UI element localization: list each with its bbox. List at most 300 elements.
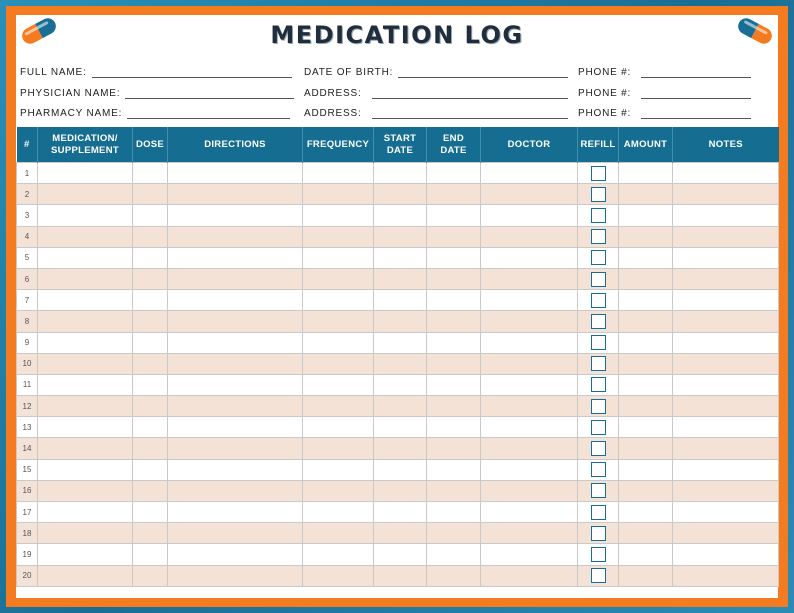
amount-cell[interactable]	[619, 459, 673, 480]
refill-checkbox[interactable]	[591, 547, 606, 562]
table-header-row	[17, 127, 779, 163]
notes-cell[interactable]	[673, 396, 779, 417]
frequency-cell[interactable]	[303, 374, 374, 395]
refill-cell[interactable]	[578, 290, 619, 311]
dose-cell[interactable]	[133, 544, 168, 565]
refill-cell[interactable]	[578, 353, 619, 374]
end-date-cell[interactable]	[427, 332, 481, 353]
amount-cell[interactable]	[619, 290, 673, 311]
medication-cell[interactable]	[38, 374, 133, 395]
frequency-cell[interactable]	[303, 523, 374, 544]
col-header-directions: DIRECTIONS	[168, 127, 303, 163]
end-date-cell[interactable]	[427, 290, 481, 311]
col-header-number: #	[17, 127, 38, 163]
start-date-cell[interactable]	[374, 332, 427, 353]
dose-cell[interactable]	[133, 459, 168, 480]
table-row	[17, 205, 779, 226]
row-number: 16	[17, 480, 38, 501]
medication-cell[interactable]	[38, 226, 133, 247]
amount-cell[interactable]	[619, 438, 673, 459]
directions-cell[interactable]	[168, 459, 303, 480]
row-number: 10	[17, 353, 38, 374]
end-date-cell[interactable]	[427, 565, 481, 586]
amount-cell[interactable]	[619, 502, 673, 523]
refill-checkbox[interactable]	[591, 420, 606, 435]
medication-cell[interactable]	[38, 396, 133, 417]
table-row	[17, 247, 779, 268]
refill-checkbox[interactable]	[591, 505, 606, 520]
medication-cell[interactable]	[38, 311, 133, 332]
notes-cell[interactable]	[673, 163, 779, 184]
notes-cell[interactable]	[673, 523, 779, 544]
frequency-cell[interactable]	[303, 268, 374, 289]
col-header-medication-line2: SUPPLEMENT	[51, 144, 119, 156]
dose-cell[interactable]	[133, 438, 168, 459]
end-date-cell[interactable]	[427, 247, 481, 268]
table-row	[17, 311, 779, 332]
start-date-cell[interactable]	[374, 290, 427, 311]
table-row	[17, 480, 779, 501]
medication-cell[interactable]	[38, 417, 133, 438]
directions-cell[interactable]	[168, 374, 303, 395]
end-date-cell[interactable]	[427, 268, 481, 289]
row-number: 1	[17, 163, 38, 184]
start-date-cell[interactable]	[374, 396, 427, 417]
medication-cell[interactable]	[38, 438, 133, 459]
row-number: 13	[17, 417, 38, 438]
start-date-cell[interactable]	[374, 268, 427, 289]
physician-name-line[interactable]	[125, 88, 294, 99]
doctor-cell[interactable]	[481, 374, 578, 395]
phone-field-2[interactable]	[578, 88, 751, 99]
amount-cell[interactable]	[619, 374, 673, 395]
refill-checkbox[interactable]	[591, 314, 606, 329]
directions-cell[interactable]	[168, 438, 303, 459]
pharmacy-name-label: PHARMACY NAME:	[20, 108, 123, 119]
table-row	[17, 353, 779, 374]
refill-cell[interactable]	[578, 268, 619, 289]
phone-label-1: PHONE #:	[578, 67, 632, 78]
directions-cell[interactable]	[168, 502, 303, 523]
address-line-2[interactable]	[372, 108, 568, 119]
refill-checkbox[interactable]	[591, 187, 606, 202]
refill-cell[interactable]	[578, 332, 619, 353]
start-date-cell[interactable]	[374, 247, 427, 268]
start-date-cell[interactable]	[374, 205, 427, 226]
amount-cell[interactable]	[619, 163, 673, 184]
refill-cell[interactable]	[578, 184, 619, 205]
medication-cell[interactable]	[38, 247, 133, 268]
physician-name-field[interactable]	[20, 88, 294, 99]
frequency-cell[interactable]	[303, 290, 374, 311]
start-date-cell[interactable]	[374, 353, 427, 374]
medication-table	[16, 127, 779, 587]
row-number: 3	[17, 205, 38, 226]
refill-checkbox[interactable]	[591, 293, 606, 308]
end-date-cell[interactable]	[427, 184, 481, 205]
phone-field-3[interactable]	[578, 108, 751, 119]
refill-cell[interactable]	[578, 374, 619, 395]
doctor-cell[interactable]	[481, 523, 578, 544]
table-row	[17, 502, 779, 523]
dose-cell[interactable]	[133, 396, 168, 417]
notes-cell[interactable]	[673, 544, 779, 565]
amount-cell[interactable]	[619, 332, 673, 353]
amount-cell[interactable]	[619, 247, 673, 268]
medication-cell[interactable]	[38, 290, 133, 311]
start-date-cell[interactable]	[374, 502, 427, 523]
dose-cell[interactable]	[133, 226, 168, 247]
notes-cell[interactable]	[673, 290, 779, 311]
start-date-cell[interactable]	[374, 480, 427, 501]
end-date-cell[interactable]	[427, 205, 481, 226]
row-number: 6	[17, 268, 38, 289]
doctor-cell[interactable]	[481, 268, 578, 289]
directions-cell[interactable]	[168, 523, 303, 544]
refill-cell[interactable]	[578, 163, 619, 184]
frequency-cell[interactable]	[303, 438, 374, 459]
refill-cell[interactable]	[578, 544, 619, 565]
directions-cell[interactable]	[168, 565, 303, 586]
frequency-cell[interactable]	[303, 480, 374, 501]
dose-cell[interactable]	[133, 205, 168, 226]
end-date-cell[interactable]	[427, 311, 481, 332]
medication-cell[interactable]	[38, 163, 133, 184]
notes-cell[interactable]	[673, 205, 779, 226]
frequency-cell[interactable]	[303, 247, 374, 268]
orange-frame	[6, 6, 788, 607]
start-date-cell[interactable]	[374, 523, 427, 544]
end-date-cell[interactable]	[427, 163, 481, 184]
amount-cell[interactable]	[619, 226, 673, 247]
refill-cell[interactable]	[578, 480, 619, 501]
end-date-cell[interactable]	[427, 417, 481, 438]
amount-cell[interactable]	[619, 353, 673, 374]
table-row	[17, 438, 779, 459]
pharmacy-name-field[interactable]	[20, 108, 290, 119]
table-row	[17, 163, 779, 184]
refill-checkbox[interactable]	[591, 483, 606, 498]
dose-cell[interactable]	[133, 311, 168, 332]
refill-cell[interactable]	[578, 523, 619, 544]
refill-cell[interactable]	[578, 459, 619, 480]
dose-cell[interactable]	[133, 332, 168, 353]
row-number: 14	[17, 438, 38, 459]
notes-cell[interactable]	[673, 565, 779, 586]
table-row	[17, 226, 779, 247]
start-date-cell[interactable]	[374, 184, 427, 205]
refill-cell[interactable]	[578, 226, 619, 247]
directions-cell[interactable]	[168, 311, 303, 332]
date-of-birth-line[interactable]	[398, 67, 568, 78]
doctor-cell[interactable]	[481, 396, 578, 417]
notes-cell[interactable]	[673, 311, 779, 332]
refill-checkbox[interactable]	[591, 250, 606, 265]
frequency-cell[interactable]	[303, 163, 374, 184]
date-of-birth-field[interactable]	[304, 67, 568, 78]
end-date-cell[interactable]	[427, 353, 481, 374]
start-date-cell[interactable]	[374, 311, 427, 332]
col-header-medication	[38, 127, 133, 163]
doctor-cell[interactable]	[481, 438, 578, 459]
physician-name-label: PHYSICIAN NAME:	[20, 88, 121, 99]
table-row	[17, 268, 779, 289]
medication-cell[interactable]	[38, 184, 133, 205]
refill-checkbox[interactable]	[591, 526, 606, 541]
frequency-cell[interactable]	[303, 565, 374, 586]
dose-cell[interactable]	[133, 374, 168, 395]
dose-cell[interactable]	[133, 502, 168, 523]
end-date-cell[interactable]	[427, 438, 481, 459]
frequency-cell[interactable]	[303, 502, 374, 523]
directions-cell[interactable]	[168, 268, 303, 289]
frequency-cell[interactable]	[303, 184, 374, 205]
medication-cell[interactable]	[38, 459, 133, 480]
directions-cell[interactable]	[168, 226, 303, 247]
address-field-1[interactable]	[304, 88, 568, 99]
refill-checkbox[interactable]	[591, 229, 606, 244]
dose-cell[interactable]	[133, 247, 168, 268]
doctor-cell[interactable]	[481, 417, 578, 438]
doctor-cell[interactable]	[481, 247, 578, 268]
address-label-1: ADDRESS:	[304, 88, 362, 99]
row-number: 5	[17, 247, 38, 268]
doctor-cell[interactable]	[481, 163, 578, 184]
doctor-cell[interactable]	[481, 311, 578, 332]
medication-cell[interactable]	[38, 480, 133, 501]
address-field-2[interactable]	[304, 108, 568, 119]
dose-cell[interactable]	[133, 565, 168, 586]
doctor-cell[interactable]	[481, 184, 578, 205]
table-row	[17, 184, 779, 205]
refill-cell[interactable]	[578, 247, 619, 268]
table-row	[17, 332, 779, 353]
medication-cell[interactable]	[38, 544, 133, 565]
start-date-cell[interactable]	[374, 459, 427, 480]
log-sheet	[16, 15, 778, 598]
phone-label-3: PHONE #:	[578, 108, 632, 119]
start-date-cell[interactable]	[374, 544, 427, 565]
row-number: 4	[17, 226, 38, 247]
amount-cell[interactable]	[619, 184, 673, 205]
start-date-cell[interactable]	[374, 417, 427, 438]
amount-cell[interactable]	[619, 480, 673, 501]
date-of-birth-label: DATE OF BIRTH:	[304, 67, 394, 78]
start-date-cell[interactable]	[374, 226, 427, 247]
directions-cell[interactable]	[168, 290, 303, 311]
phone-line-1[interactable]	[641, 67, 751, 78]
doctor-cell[interactable]	[481, 205, 578, 226]
end-date-cell[interactable]	[427, 374, 481, 395]
directions-cell[interactable]	[168, 480, 303, 501]
col-header-start-line1: START	[383, 132, 417, 144]
refill-cell[interactable]	[578, 565, 619, 586]
frequency-cell[interactable]	[303, 459, 374, 480]
end-date-cell[interactable]	[427, 396, 481, 417]
col-header-medication-line1: MEDICATION/	[52, 132, 118, 144]
refill-checkbox[interactable]	[591, 335, 606, 350]
amount-cell[interactable]	[619, 396, 673, 417]
col-header-amount: AMOUNT	[619, 127, 673, 163]
col-header-end-line1: END	[443, 132, 464, 144]
col-header-end-date	[427, 127, 481, 163]
notes-cell[interactable]	[673, 459, 779, 480]
full-name-line[interactable]	[92, 67, 292, 78]
refill-cell[interactable]	[578, 311, 619, 332]
dose-cell[interactable]	[133, 417, 168, 438]
row-number: 15	[17, 459, 38, 480]
directions-cell[interactable]	[168, 184, 303, 205]
doctor-cell[interactable]	[481, 480, 578, 501]
directions-cell[interactable]	[168, 396, 303, 417]
frequency-cell[interactable]	[303, 544, 374, 565]
doctor-cell[interactable]	[481, 544, 578, 565]
refill-checkbox[interactable]	[591, 208, 606, 223]
amount-cell[interactable]	[619, 523, 673, 544]
directions-cell[interactable]	[168, 332, 303, 353]
amount-cell[interactable]	[619, 565, 673, 586]
medication-cell[interactable]	[38, 268, 133, 289]
col-header-start-date	[374, 127, 427, 163]
phone-label-2: PHONE #:	[578, 88, 632, 99]
refill-checkbox[interactable]	[591, 356, 606, 371]
doctor-cell[interactable]	[481, 353, 578, 374]
refill-checkbox[interactable]	[591, 166, 606, 181]
address-line-1[interactable]	[372, 88, 568, 99]
notes-cell[interactable]	[673, 332, 779, 353]
frequency-cell[interactable]	[303, 226, 374, 247]
medication-cell[interactable]	[38, 502, 133, 523]
row-number: 11	[17, 374, 38, 395]
row-number: 2	[17, 184, 38, 205]
refill-checkbox[interactable]	[591, 568, 606, 583]
row-number: 8	[17, 311, 38, 332]
medication-cell[interactable]	[38, 205, 133, 226]
directions-cell[interactable]	[168, 163, 303, 184]
end-date-cell[interactable]	[427, 459, 481, 480]
refill-cell[interactable]	[578, 396, 619, 417]
end-date-cell[interactable]	[427, 523, 481, 544]
table-row	[17, 459, 779, 480]
start-date-cell[interactable]	[374, 565, 427, 586]
refill-cell[interactable]	[578, 417, 619, 438]
notes-cell[interactable]	[673, 268, 779, 289]
doctor-cell[interactable]	[481, 502, 578, 523]
notes-cell[interactable]	[673, 184, 779, 205]
dose-cell[interactable]	[133, 268, 168, 289]
refill-cell[interactable]	[578, 205, 619, 226]
notes-cell[interactable]	[673, 502, 779, 523]
notes-cell[interactable]	[673, 480, 779, 501]
doctor-cell[interactable]	[481, 290, 578, 311]
row-number: 12	[17, 396, 38, 417]
medication-cell[interactable]	[38, 353, 133, 374]
doctor-cell[interactable]	[481, 459, 578, 480]
address-label-2: ADDRESS:	[304, 108, 362, 119]
dose-cell[interactable]	[133, 290, 168, 311]
directions-cell[interactable]	[168, 205, 303, 226]
amount-cell[interactable]	[619, 311, 673, 332]
frequency-cell[interactable]	[303, 311, 374, 332]
end-date-cell[interactable]	[427, 544, 481, 565]
end-date-cell[interactable]	[427, 226, 481, 247]
refill-checkbox[interactable]	[591, 399, 606, 414]
refill-cell[interactable]	[578, 502, 619, 523]
dose-cell[interactable]	[133, 353, 168, 374]
medication-cell[interactable]	[38, 523, 133, 544]
end-date-cell[interactable]	[427, 502, 481, 523]
amount-cell[interactable]	[619, 417, 673, 438]
row-number: 9	[17, 332, 38, 353]
directions-cell[interactable]	[168, 247, 303, 268]
notes-cell[interactable]	[673, 226, 779, 247]
notes-cell[interactable]	[673, 438, 779, 459]
doctor-cell[interactable]	[481, 332, 578, 353]
amount-cell[interactable]	[619, 268, 673, 289]
medication-cell[interactable]	[38, 565, 133, 586]
table-row	[17, 290, 779, 311]
medication-cell[interactable]	[38, 332, 133, 353]
phone-line-2[interactable]	[641, 88, 751, 99]
frequency-cell[interactable]	[303, 396, 374, 417]
phone-field-1[interactable]	[578, 67, 751, 78]
row-number: 20	[17, 565, 38, 586]
amount-cell[interactable]	[619, 544, 673, 565]
col-header-dose: DOSE	[133, 127, 168, 163]
start-date-cell[interactable]	[374, 374, 427, 395]
dose-cell[interactable]	[133, 480, 168, 501]
start-date-cell[interactable]	[374, 438, 427, 459]
refill-checkbox[interactable]	[591, 441, 606, 456]
dose-cell[interactable]	[133, 163, 168, 184]
frequency-cell[interactable]	[303, 353, 374, 374]
row-number: 18	[17, 523, 38, 544]
refill-checkbox[interactable]	[591, 377, 606, 392]
amount-cell[interactable]	[619, 205, 673, 226]
pharmacy-name-line[interactable]	[127, 108, 290, 119]
col-header-start-line2: DATE	[386, 144, 414, 156]
dose-cell[interactable]	[133, 184, 168, 205]
notes-cell[interactable]	[673, 374, 779, 395]
col-header-notes: NOTES	[673, 127, 779, 163]
directions-cell[interactable]	[168, 353, 303, 374]
row-number: 19	[17, 544, 38, 565]
start-date-cell[interactable]	[374, 163, 427, 184]
doctor-cell[interactable]	[481, 565, 578, 586]
frequency-cell[interactable]	[303, 417, 374, 438]
dose-cell[interactable]	[133, 523, 168, 544]
directions-cell[interactable]	[168, 417, 303, 438]
refill-checkbox[interactable]	[591, 462, 606, 477]
refill-cell[interactable]	[578, 438, 619, 459]
full-name-label: FULL NAME:	[20, 67, 87, 78]
notes-cell[interactable]	[673, 247, 779, 268]
full-name-field[interactable]	[20, 67, 292, 78]
frequency-cell[interactable]	[303, 332, 374, 353]
frequency-cell[interactable]	[303, 205, 374, 226]
doctor-cell[interactable]	[481, 226, 578, 247]
table-row	[17, 565, 779, 586]
phone-line-3[interactable]	[641, 108, 751, 119]
end-date-cell[interactable]	[427, 480, 481, 501]
table-row	[17, 544, 779, 565]
table-row	[17, 523, 779, 544]
refill-checkbox[interactable]	[591, 272, 606, 287]
col-header-refill: REFILL	[578, 127, 619, 163]
notes-cell[interactable]	[673, 417, 779, 438]
directions-cell[interactable]	[168, 544, 303, 565]
notes-cell[interactable]	[673, 353, 779, 374]
